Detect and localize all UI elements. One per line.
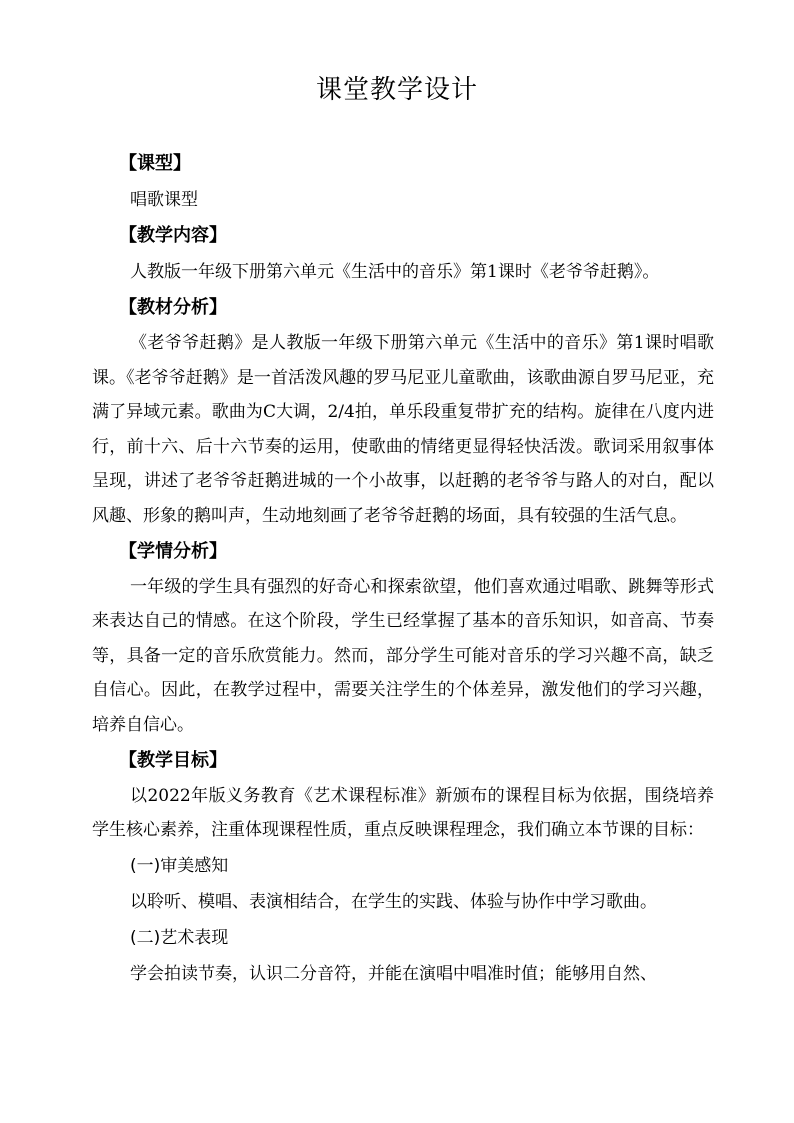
document-title: 课堂教学设计 <box>315 75 478 105</box>
section-heading-lesson-type: 【课型】 <box>119 153 191 174</box>
section-text-lesson-type: 唱歌课型 <box>130 190 198 210</box>
document-body <box>92 146 714 992</box>
section-heading-objectives: 【教学目标】 <box>119 749 227 771</box>
section-heading-student-analysis: 【学情分析】 <box>119 540 227 562</box>
subsection-text-aesthetic-perception: 以聆听、模唱、表演相结合，在学生的实践、体验与协作中学习歌曲。 <box>130 891 657 912</box>
section-text-material-analysis: 《老爷爷赶鹅》是人教版一年级下册第六单元《生活中的音乐》第1课时唱歌课。《老爷爷赶鹅》是一首活泼风趣的罗马尼亚儿童歌曲，该歌曲源自罗马尼亚，充满了异域元素。歌曲为C大调，2/4拍，单乐段重复带扩充的结构。旋律在八度内进行，前十六、后十六节奏的运用，使歌曲的情绪更显得轻快活泼。歌词采用叙事体呈现，讲述了老爷爷赶鹅进城的一个小故事，以赶鹅的老爷爷与路人的对白，配以风趣、形象的鹅叫声，生动地刻画了老爷爷赶鹅的场面，具有较强的生活气息。 <box>92 333 714 526</box>
section-text-student-analysis: 一年级的学生具有强烈的好奇心和探索欲望，他们喜欢通过唱歌、跳舞等形式来表达自己的情感。在这个阶段，学生已经掌握了基本的音乐知识，如音高、节奏等，具备一定的音乐欣赏能力。然而，部分学生可能对音乐的学习兴趣不高，缺乏自信心。因此，在教学过程中，需要关注学生的个体差异，激发他们的学习兴趣，培养自信心。 <box>92 576 714 735</box>
section-heading-material-analysis: 【教材分析】 <box>119 297 227 318</box>
section-text-content: 人教版一年级下册第六单元《生活中的音乐》第1课时《老爷爷赶鹅》。 <box>130 262 660 282</box>
section-text-objectives: 以2022年版义务教育《艺术课程标准》新颁布的课程目标为依据，围绕培养学生核心素养，注重体现课程性质，重点反映课程理念，我们确立本节课的目标： <box>92 785 714 841</box>
section-heading-content: 【教学内容】 <box>119 225 227 246</box>
subheading-artistic-expression: (二)艺术表现 <box>130 927 229 948</box>
subheading-aesthetic-perception: (一)审美感知 <box>130 855 229 876</box>
subsection-text-artistic-expression: 学会拍读节奏，认识二分音符，并能在演唱中唱准时值；能够用自然、 <box>130 963 657 984</box>
